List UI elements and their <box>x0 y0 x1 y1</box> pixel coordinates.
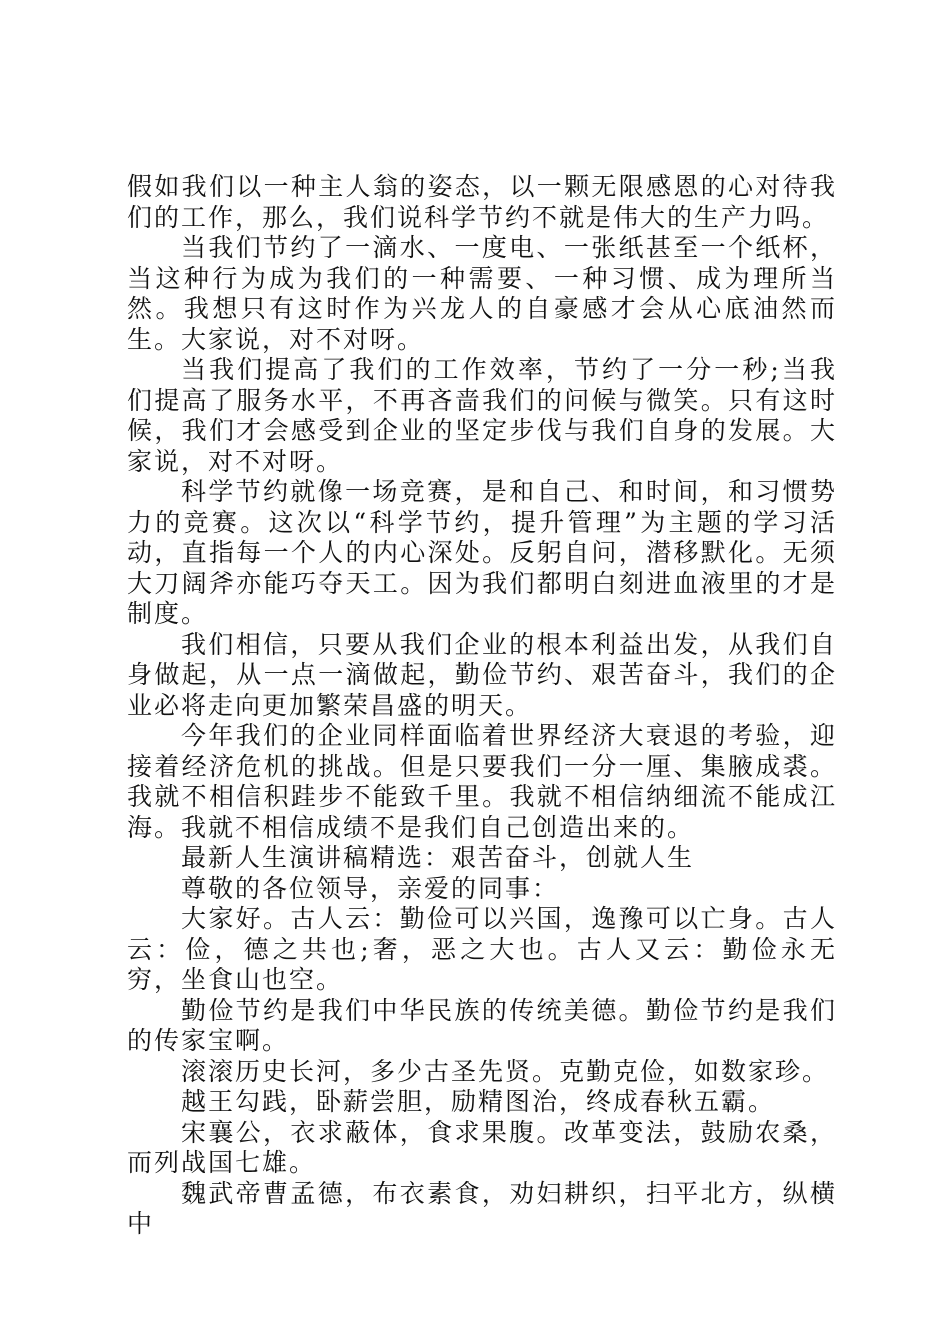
paragraph: 勤俭节约是我们中华民族的传统美德。勤俭节约是我们的传家宝啊。 <box>127 995 837 1055</box>
paragraph: 假如我们以一种主人翁的姿态，以一颗无限感恩的心对待我们的工作，那么，我们说科学节约不就是伟大的生产力吗。 <box>127 172 837 232</box>
paragraph: 我们相信，只要从我们企业的根本利益出发，从我们自身做起，从一点一滴做起，勤俭节约、艰苦奋斗，我们的企业必将走向更加繁荣昌盛的明天。 <box>127 629 837 720</box>
paragraph: 当我们提高了我们的工作效率，节约了一分一秒;当我们提高了服务水平，不再吝啬我们的问候与微笑。只有这时候，我们才会感受到企业的坚定步伐与我们自身的发展。大家说，对不对呀。 <box>127 355 837 476</box>
paragraph: 宋襄公，衣求蔽体，食求果腹。改革变法，鼓励农桑，而列战国七雄。 <box>127 1117 837 1177</box>
paragraph: 科学节约就像一场竞赛，是和自己、和时间，和习惯势力的竞赛。这次以“科学节约，提升管理”为主题的学习活动，直指每一个人的内心深处。反躬自问，潜移默化。无须大刀阔斧亦能巧夺天工。因为我们都明白刻进血液里的才是制度。 <box>127 477 837 628</box>
paragraph: 魏武帝曹孟德，布衣素食，劝妇耕织，扫平北方，纵横中 <box>127 1178 837 1238</box>
paragraph: 大家好。古人云：勤俭可以兴国，逸豫可以亡身。古人云：俭，德之共也;奢，恶之大也。古人又云：勤俭永无穷，坐食山也空。 <box>127 904 837 994</box>
paragraph: 当我们节约了一滴水、一度电、一张纸甚至一个纸杯，当这种行为成为我们的一种需要、一种习惯、成为理所当然。我想只有这时作为兴龙人的自豪感才会从心底油然而生。大家说，对不对呀。 <box>127 233 837 354</box>
salutation: 尊敬的各位领导，亲爱的同事： <box>181 873 560 903</box>
speech-title: 最新人生演讲稿精选：艰苦奋斗，创就人生 <box>181 843 695 872</box>
paragraph: 今年我们的企业同样面临着世界经济大衰退的考验，迎接着经济危机的挑战。但是只要我们一分一厘、集腋成裘。我就不相信积跬步不能致千里。我就不相信纳细流不能成江海。我就不相信成绩不是我们自己创造出来的。 <box>127 721 837 842</box>
paragraph: 滚滚历史长河，多少古圣先贤。克勤克俭，如数家珍。 <box>181 1056 830 1086</box>
document-body <box>127 172 837 1240</box>
paragraph: 越王勾践，卧薪尝胆，励精图治，终成春秋五霸。 <box>181 1087 776 1116</box>
